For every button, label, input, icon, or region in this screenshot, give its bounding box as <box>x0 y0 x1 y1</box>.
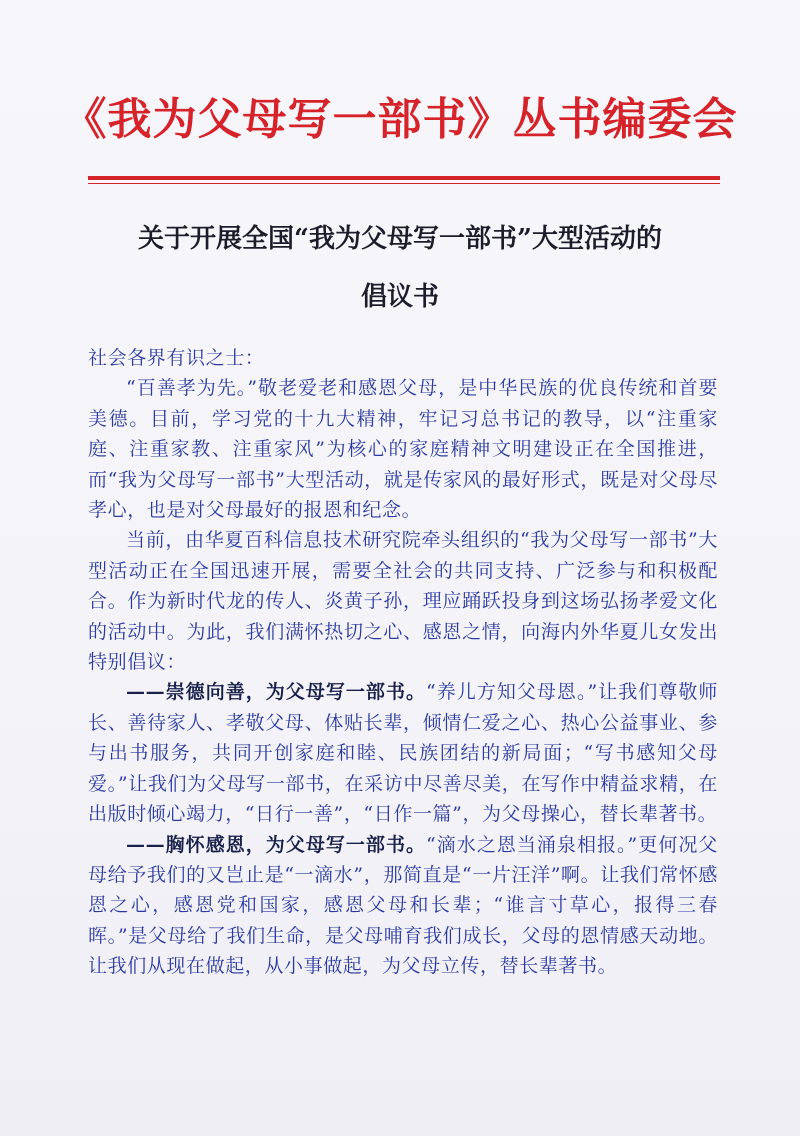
paragraph-3-heading: ——崇德向善，为父母写一部书。 <box>126 681 427 704</box>
paragraph-3-text: “养儿方知父母恩。”让我们尊敬师长、善待家人、孝敬父母、体贴长辈，倾情仁爱之心、热心公益事业、参与出书服务，共同开创家庭和睦、民族团结的新局面；“写书感知父母爱。”让我们为父母写一部书，在采访中尽善尽美，在写作中精益求精，在出版时倾心竭力，“日行一善”，“日作一篇”，为父母操心，替长辈著书。 <box>88 681 718 826</box>
salutation: 社会各界有识之士： <box>88 347 265 369</box>
paragraph-1: “百善孝为先。”敬老爱老和感恩父母，是中华民族的优良传统和首要美德。目前，学习党的十九大精神，牢记习总书记的教导，以“注重家庭、注重家教、注重家风”为核心的家庭精神文明建设正在全国推进，而“我为父母写一部书”大型活动，就是传家风的最好形式，既是对父母尽孝心，也是对父母最好的报恩和纪念。 <box>88 377 718 522</box>
document-title-line-2: 倡议书 <box>360 282 439 312</box>
masthead-rule-thin <box>88 183 720 184</box>
masthead-title: 《我为父母写一部书》丛书编委会 <box>62 94 738 145</box>
document-title-line-1: 关于开展全国“我为父母写一部书”大型活动的 <box>138 224 662 254</box>
paragraph-4-heading: ——胸怀感恩，为父母写一部书。 <box>126 833 427 856</box>
paragraph-4-text: “滴水之恩当涌泉相报。”更何况父母给予我们的又岂止是“一滴水”，那简直是“一片汪洋”啊。让我们常怀感恩之心，感恩党和国家，感恩父母和长辈；“谁言寸草心，报得三春晖。”是父母给了我们生命，是父母哺育我们成长，父母的恩情感天动地。让我们从现在做起，从小事做起，为父母立传，替长辈著书。 <box>88 833 718 978</box>
paragraph-4 <box>88 830 718 982</box>
document-body <box>88 343 718 982</box>
paragraph-2: 当前，由华夏百科信息技术研究院牵头组织的“我为父母写一部书”大型活动正在全国迅速开展，需要全社会的共同支持、广泛参与和积极配合。作为新时代龙的传人、炎黄子孙，理应踊跃投身到这场弘扬孝爱文化的活动中。为此，我们满怀热切之心、感恩之情，向海内外华夏儿女发出特别倡议： <box>88 529 718 674</box>
masthead-rule-thick <box>88 176 720 180</box>
paragraph-3 <box>88 677 718 829</box>
